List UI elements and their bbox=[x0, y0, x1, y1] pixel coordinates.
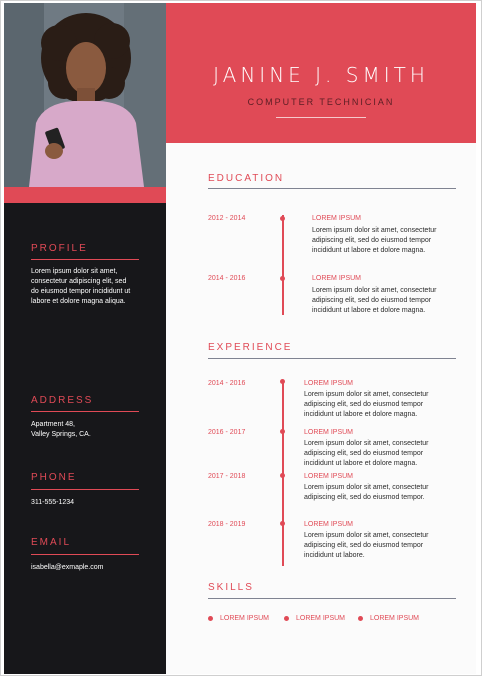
skill-bullet-icon bbox=[208, 616, 213, 621]
experience-desc bbox=[304, 439, 444, 469]
experience-title: LOREM IPSUM bbox=[304, 429, 354, 436]
education-title: LOREM IPSUM bbox=[312, 215, 362, 222]
full-name: JANINE J. SMITH bbox=[213, 63, 429, 87]
education-date: 2012 - 2014 bbox=[208, 215, 246, 222]
profile-divider bbox=[31, 259, 139, 260]
skill-label: LOREM IPSUM bbox=[370, 615, 420, 622]
experience-divider bbox=[208, 358, 456, 359]
address-heading: ADDRESS bbox=[31, 395, 94, 406]
desc-line: Lorem ipsum dolor sit amet, consectetur bbox=[304, 532, 429, 539]
desc-line: adipiscing elit, sed do eiusmod tempor bbox=[312, 297, 432, 304]
timeline-dot bbox=[280, 521, 285, 526]
email-heading: EMAIL bbox=[31, 537, 72, 548]
profile-text bbox=[31, 267, 146, 307]
email-divider bbox=[31, 554, 139, 555]
experience-heading: EXPERIENCE bbox=[208, 342, 293, 353]
experience-desc bbox=[304, 483, 444, 503]
profile-line: do eiusmod tempor incididunt ut bbox=[31, 288, 131, 295]
desc-line: Lorem ipsum dolor sit amet, consectetur bbox=[304, 440, 429, 447]
address-line: Apartment 48, bbox=[31, 421, 75, 428]
desc-line: adipiscing elit, sed do eiusmod tempor bbox=[304, 401, 424, 408]
timeline-dot bbox=[280, 379, 285, 384]
skills-heading: SKILLS bbox=[208, 582, 254, 593]
desc-line: Lorem ipsum dolor sit amet, consectetur bbox=[312, 287, 437, 294]
experience-date: 2014 - 2016 bbox=[208, 380, 246, 387]
desc-line: adipiscing elit, sed do eiusmod tempor. bbox=[304, 494, 425, 501]
skill-label: LOREM IPSUM bbox=[296, 615, 346, 622]
timeline-dot bbox=[280, 473, 285, 478]
education-desc bbox=[312, 226, 452, 256]
education-date: 2014 - 2016 bbox=[208, 275, 246, 282]
desc-line: incididunt ut labore et dolore magna. bbox=[304, 460, 418, 467]
skill-bullet-icon bbox=[284, 616, 289, 621]
desc-line: incididunt ut labore et dolore magna. bbox=[304, 411, 418, 418]
title-underline bbox=[276, 117, 366, 118]
experience-desc bbox=[304, 531, 444, 561]
desc-line: incididunt ut labore et dolore magna. bbox=[312, 247, 426, 254]
phone-value: 311-555-1234 bbox=[31, 499, 75, 506]
resume-page bbox=[4, 3, 476, 674]
education-timeline bbox=[282, 215, 284, 315]
address-text bbox=[31, 420, 146, 440]
education-desc bbox=[312, 286, 452, 316]
experience-title: LOREM IPSUM bbox=[304, 380, 354, 387]
profile-line: labore et dolore magna aliqua. bbox=[31, 298, 126, 305]
desc-line: incididunt ut labore et dolore magna. bbox=[312, 307, 426, 314]
profile-line: Lorem ipsum dolor sit amet, bbox=[31, 268, 118, 275]
timeline-dot bbox=[280, 429, 285, 434]
desc-line: Lorem ipsum dolor sit amet, consectetur bbox=[304, 484, 429, 491]
timeline-dot bbox=[280, 276, 285, 281]
profile-photo bbox=[4, 3, 166, 187]
job-title: COMPUTER TECHNICIAN bbox=[247, 97, 395, 107]
experience-title: LOREM IPSUM bbox=[304, 473, 354, 480]
education-heading: EDUCATION bbox=[208, 173, 285, 184]
phone-heading: PHONE bbox=[31, 472, 77, 483]
profile-photo-illustration bbox=[4, 3, 166, 187]
right-column bbox=[166, 3, 476, 674]
left-column bbox=[4, 3, 166, 674]
skill-bullet-icon bbox=[358, 616, 363, 621]
experience-desc bbox=[304, 390, 444, 420]
phone-divider bbox=[31, 489, 139, 490]
skill-item bbox=[358, 615, 419, 622]
desc-line: adipiscing elit, sed do eiusmod tempor bbox=[304, 450, 424, 457]
desc-line: Lorem ipsum dolor sit amet, consectetur bbox=[312, 227, 437, 234]
education-title: LOREM IPSUM bbox=[312, 275, 362, 282]
experience-title: LOREM IPSUM bbox=[304, 521, 354, 528]
skill-label: LOREM IPSUM bbox=[220, 615, 270, 622]
experience-date: 2017 - 2018 bbox=[208, 473, 246, 480]
skill-item bbox=[284, 615, 345, 622]
education-divider bbox=[208, 188, 456, 189]
photo-accent-band bbox=[4, 187, 166, 203]
timeline-dot bbox=[280, 216, 285, 221]
experience-date: 2018 - 2019 bbox=[208, 521, 246, 528]
experience-date: 2016 - 2017 bbox=[208, 429, 246, 436]
email-value[interactable]: isabella@exmaple.com bbox=[31, 564, 104, 571]
desc-line: adipiscing elit, sed do eiusmod tempor bbox=[312, 237, 432, 244]
skills-divider bbox=[208, 598, 456, 599]
address-line: Valley Springs, CA. bbox=[31, 431, 91, 438]
header-banner bbox=[166, 3, 476, 143]
skill-item bbox=[208, 615, 269, 622]
desc-line: adipiscing elit, sed do eiusmod tempor bbox=[304, 542, 424, 549]
desc-line: Lorem ipsum dolor sit amet, consectetur bbox=[304, 391, 429, 398]
desc-line: incididunt ut labore. bbox=[304, 552, 365, 559]
profile-line: consectetur adipiscing elit, sed bbox=[31, 278, 127, 285]
profile-heading: PROFILE bbox=[31, 243, 88, 254]
address-divider bbox=[31, 411, 139, 412]
